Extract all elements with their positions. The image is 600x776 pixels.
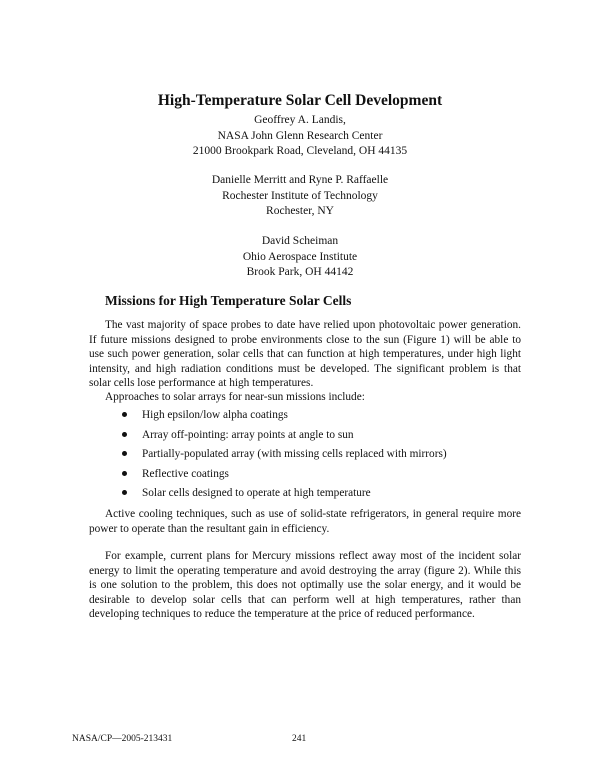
author-address: Brook Park, OH 44142: [246, 266, 354, 278]
body-paragraph: [89, 390, 521, 405]
list-item-text: Solar cells designed to operate at high temperature: [142, 487, 371, 499]
bullet-icon: [122, 412, 127, 417]
report-number: NASA/CP—2005-213431: [72, 734, 173, 744]
body-paragraph: [89, 549, 521, 622]
page-number: 241: [292, 734, 307, 744]
bullet-list: [120, 408, 447, 506]
list-item-text: High epsilon/low alpha coatings: [142, 409, 288, 421]
paper-title: High-Temperature Solar Cell Development: [157, 92, 443, 109]
author-name: David Scheiman: [261, 235, 339, 247]
section-heading: Missions for High Temperature Solar Cells: [105, 293, 352, 308]
author-block-3: [0, 234, 600, 281]
author-name: Danielle Merritt and Ryne P. Raffaelle: [211, 174, 389, 186]
author-address: 21000 Brookpark Road, Cleveland, OH 44135: [192, 145, 408, 157]
list-item: [120, 447, 447, 467]
paragraph-text: For example, current plans for Mercury missions reflect away most of the incident solar energy to limit the operating temperature and avoid destroying the array (figure 2). While this is one solution to the problem, this does not optimally use the solar energy, and it would be desirable to develop solar cells that can perform well at high temperatures, rather than developing techniques to reduce the temperature at the price of reduced performance.: [89, 550, 521, 621]
author-name: Geoffrey A. Landis,: [254, 114, 346, 126]
bullet-icon: [122, 432, 127, 437]
bullet-icon: [122, 490, 127, 495]
paragraph-text: Active cooling techniques, such as use of solid-state refrigerators, in general require more power to operate than the resultant gain in efficiency.: [89, 508, 521, 535]
author-affiliation: NASA John Glenn Research Center: [217, 129, 383, 142]
list-item-text: Reflective coatings: [142, 467, 229, 480]
list-item: [120, 486, 447, 506]
bullet-icon: [122, 451, 127, 456]
author-block-1: [0, 113, 600, 160]
body-paragraph: [89, 318, 521, 391]
paragraph-text: The vast majority of space probes to date have relied upon photovoltaic power generation. If future missions designed to probe environments close to the sun (Figure 1) will be able to use such power generation, solar cells that can function at high temperatures, under high light intensity, and high radiation conditions must be developed. The significant problem is that solar cells lose performance at high temperatures.: [89, 319, 521, 390]
list-item: [120, 428, 447, 448]
author-affiliation: Ohio Aerospace Institute: [242, 250, 358, 263]
list-item: [120, 467, 447, 487]
body-paragraph: [89, 507, 521, 536]
paragraph-text: Approaches to solar arrays for near-sun missions include:: [105, 391, 365, 403]
list-item-text: Partially-populated array (with missing cells replaced with mirrors): [142, 448, 447, 460]
author-affiliation: Rochester Institute of Technology: [222, 189, 378, 202]
author-address: Rochester, NY: [266, 205, 334, 217]
author-block-2: [0, 173, 600, 220]
bullet-icon: [122, 471, 127, 476]
list-item-text: Array off-pointing: array points at angle to sun: [142, 428, 354, 441]
list-item: [120, 408, 447, 428]
